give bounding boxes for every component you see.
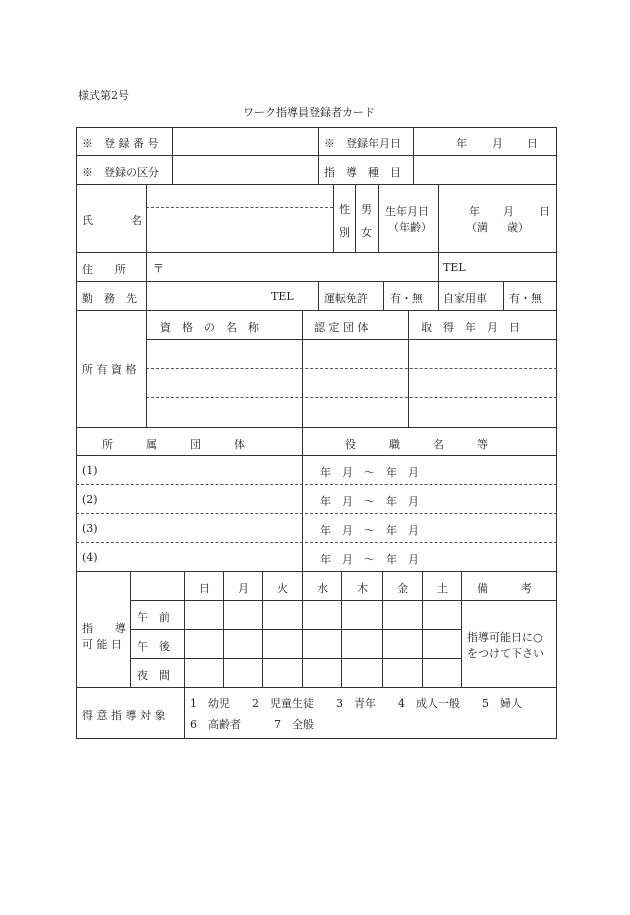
- license-yes-no[interactable]: 有・無: [390, 292, 423, 305]
- age-prefix: （満: [466, 221, 488, 234]
- specialty-options-2[interactable]: 6 高齢者 7 全般: [190, 718, 314, 731]
- birth-year: 年: [469, 205, 480, 218]
- remarks-header: 備 考: [477, 582, 532, 595]
- workplace-tel-label: TEL: [271, 290, 294, 303]
- time-morning: 午 前: [137, 611, 170, 624]
- birth-label-2: （年齢）: [388, 221, 432, 234]
- day-sun: 日: [199, 582, 210, 595]
- qualification-label: 所 有 資 格: [82, 363, 137, 376]
- day-mon: 月: [238, 582, 249, 595]
- specialty-label: 得 意 指 導 対 象: [82, 709, 166, 722]
- affiliation-period: 年 月 ～ 年 月: [320, 553, 419, 566]
- reg-date-day: 日: [527, 137, 538, 150]
- sex-male[interactable]: 男: [361, 203, 372, 216]
- postal-mark: 〒: [153, 262, 164, 275]
- affiliation-period: 年 月 ～ 年 月: [320, 495, 419, 508]
- day-wed: 水: [317, 582, 328, 595]
- sex-female[interactable]: 女: [361, 226, 372, 239]
- remarks-note-2: をつけて下さい: [467, 647, 544, 660]
- age-suffix: 歳）: [507, 221, 529, 234]
- name-field[interactable]: [148, 209, 331, 250]
- time-afternoon: 午 後: [137, 640, 170, 653]
- name-furigana-field[interactable]: [148, 186, 331, 206]
- affiliation-num: (4): [82, 551, 98, 564]
- remarks-note-1: 指導可能日に○: [467, 631, 543, 644]
- car-yes-no[interactable]: 有・無: [509, 292, 542, 305]
- address-tel-label: TEL: [443, 261, 466, 274]
- affiliation-num: (2): [82, 493, 98, 506]
- reg-number-label: ※ 登 録 番 号: [82, 137, 159, 150]
- name-label-2: 名: [131, 214, 142, 227]
- qualification-org-header: 認 定 団 体: [314, 321, 369, 334]
- affiliation-role-header: 役 職 名 等: [345, 438, 488, 451]
- sex-label-1: 性: [339, 203, 350, 216]
- address-label: 住 所: [82, 263, 126, 276]
- workplace-label: 勤 務 先: [82, 292, 137, 305]
- specialty-options-1[interactable]: 1 幼児 2 児童生徒 3 青年 4 成人一般 5 婦人: [190, 697, 522, 710]
- reg-type-label: ※ 登録の区分: [82, 166, 159, 179]
- day-fri: 金: [397, 582, 408, 595]
- reg-date-year: 年: [456, 137, 467, 150]
- birth-month: 月: [503, 205, 514, 218]
- workplace-field[interactable]: [148, 283, 268, 308]
- address-field[interactable]: [165, 254, 435, 279]
- day-sat: 土: [437, 582, 448, 595]
- affiliation-num: (3): [82, 522, 98, 535]
- schedule-label-1: 指 導: [82, 622, 126, 635]
- guide-type-label: 指 導 種 目: [324, 166, 401, 179]
- affiliation-period: 年 月 ～ 年 月: [320, 466, 419, 479]
- qualification-date-header: 取 得 年 月 日: [421, 321, 520, 334]
- affiliation-num: (1): [82, 464, 98, 477]
- birth-day: 日: [539, 205, 550, 218]
- day-thu: 木: [357, 582, 368, 595]
- affiliation-period: 年 月 ～ 年 月: [320, 524, 419, 537]
- form-title: ワーク指導員登録者カード: [243, 106, 375, 119]
- car-label: 自家用車: [443, 292, 487, 305]
- day-tue: 火: [277, 582, 288, 595]
- birth-label-1: 生年月日: [385, 205, 429, 218]
- reg-date-month: 月: [492, 137, 503, 150]
- affiliation-org-header: 所 属 団 体: [102, 438, 245, 451]
- schedule-label-2: 可 能 日: [82, 638, 122, 651]
- time-evening: 夜 間: [137, 669, 170, 682]
- form-number: 様式第2号: [78, 89, 129, 102]
- qualification-name-header: 資 格 の 名 称: [160, 321, 259, 334]
- sex-label-2: 別: [339, 226, 350, 239]
- reg-date-label: ※ 登録年月日: [324, 137, 401, 150]
- name-label-1: 氏: [82, 214, 93, 227]
- license-label: 運転免許: [324, 292, 368, 305]
